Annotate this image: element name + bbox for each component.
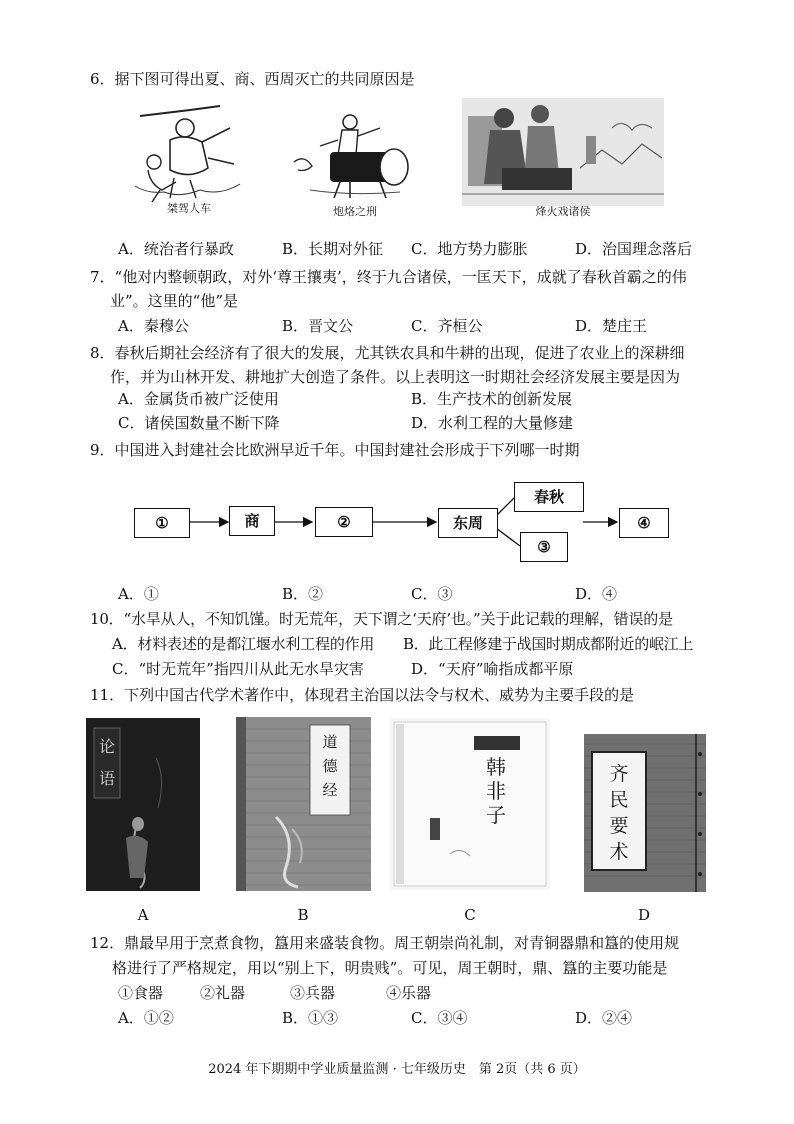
- q9-option-c[interactable]: C．③: [411, 585, 453, 603]
- q6-caption-3: 烽火戏诸侯: [535, 205, 591, 218]
- q12-item-4: ④乐器: [386, 984, 432, 1002]
- q11-book-c-letter[interactable]: C: [464, 906, 476, 924]
- q12-option-b[interactable]: B．①③: [282, 1009, 339, 1027]
- q7-option-c[interactable]: C．齐桓公: [411, 317, 483, 335]
- svg-text:民: 民: [609, 789, 629, 811]
- q9-box-1: ①: [134, 508, 190, 538]
- q8-line-2: 作，并为山林开发、耕地扩大创造了条件。以上表明这一时期社会经济发展主要是因为: [110, 368, 681, 386]
- q12-option-c[interactable]: C．③④: [411, 1009, 468, 1027]
- q9-option-b[interactable]: B．②: [282, 585, 324, 603]
- svg-text:德: 德: [322, 757, 338, 775]
- q11-book-d-image[interactable]: [584, 734, 706, 892]
- q9-box-chunqiu: 春秋: [514, 482, 584, 512]
- q6-caption-1: 桀驾人车: [167, 202, 211, 215]
- q6-caption-2: 炮烙之刑: [333, 205, 377, 218]
- q11-book-b-image[interactable]: [236, 717, 371, 891]
- q8-option-d[interactable]: D．水利工程的大量修建: [411, 414, 574, 432]
- q11-book-d-letter[interactable]: D: [637, 906, 651, 924]
- svg-text:非: 非: [486, 779, 506, 803]
- q9-box-shang: 商: [229, 506, 275, 536]
- q10-stem: 10．“水旱从人，不知饥馑。时无荒年，天下谓之‘天府’也。”关于此记载的理解，错误的是: [90, 610, 673, 628]
- q11-book-a-letter[interactable]: A: [137, 906, 149, 924]
- q7-option-d[interactable]: D．楚庄王: [575, 317, 648, 335]
- page-footer: 2024 年下期期中学业质量监测 · 七年级历史 第 2页（共 6 页）: [208, 1062, 586, 1077]
- q9-stem: 9．中国进入封建社会比欧洲早近千年。中国封建社会形成于下列哪一时期: [90, 441, 580, 459]
- svg-text:子: 子: [486, 803, 506, 827]
- q11-book-c-image[interactable]: [390, 718, 550, 890]
- q8-option-c[interactable]: C．诸侯国数量不断下降: [118, 414, 280, 432]
- q9-box-4: ④: [619, 508, 669, 538]
- q7-option-b[interactable]: B．晋文公: [282, 317, 354, 335]
- svg-text:韩: 韩: [486, 755, 506, 779]
- q12-item-1: ①食器: [118, 984, 164, 1002]
- q12-option-a[interactable]: A．①②: [118, 1009, 174, 1027]
- q8-option-b[interactable]: B．生产技术的创新发展: [411, 390, 573, 408]
- q10-option-c[interactable]: C．“时无荒年”指四川从此无水旱灾害: [112, 660, 364, 678]
- q8-option-a[interactable]: A．金属货币被广泛使用: [118, 390, 279, 408]
- svg-text:要: 要: [609, 815, 629, 837]
- svg-text:术: 术: [609, 841, 629, 863]
- q7-line-2: 业”。这里的“他”是: [110, 292, 239, 310]
- q12-item-2: ②礼器: [200, 984, 246, 1002]
- q9-box-dongzhou: 东周: [438, 508, 498, 538]
- svg-text:论: 论: [98, 737, 116, 756]
- q6-option-b[interactable]: B．长期对外征: [282, 240, 384, 258]
- svg-text:齐: 齐: [609, 763, 629, 785]
- q11-book-a-image[interactable]: [86, 718, 200, 891]
- q6-option-c[interactable]: C．地方势力膨胀: [411, 240, 528, 258]
- svg-text:语: 语: [98, 769, 116, 788]
- q9-box-2: ②: [315, 507, 373, 537]
- q7-line-1: 7．“他对内整顿朝政，对外‘尊王攘夷’，终于九合诸侯，一匡天下，成就了春秋首霸之的伟: [90, 268, 687, 286]
- q11-stem: 11．下列中国古代学术著作中，体现君主治国以法令与权术、威势为主要手段的是: [90, 686, 635, 704]
- q7-option-a[interactable]: A．秦穆公: [118, 317, 189, 335]
- q10-option-b[interactable]: B．此工程修建于战国时期成都附近的岷江上: [403, 635, 694, 653]
- q9-box-3: ③: [520, 532, 568, 562]
- q12-line-2: 格进行了严格规定，用以“别上下，明贵贱”。可见，周王朝时，鼎、簋的主要功能是: [112, 959, 668, 977]
- q6-stem: 6．据下图可得出夏、商、西周灭亡的共同原因是: [90, 70, 415, 88]
- svg-text:道: 道: [322, 733, 338, 751]
- svg-text:经: 经: [322, 781, 338, 799]
- q9-option-a[interactable]: A．①: [118, 585, 159, 603]
- q6-option-a[interactable]: A．统治者行暴政: [118, 240, 234, 258]
- q12-line-1: 12．鼎最早用于烹煮食物，簋用来盛装食物。周王朝崇尚礼制，对青铜器鼎和簋的使用规: [90, 934, 680, 952]
- q9-option-d[interactable]: D．④: [575, 585, 618, 603]
- q10-option-a[interactable]: A．材料表述的是都江堰水利工程的作用: [112, 635, 375, 653]
- q12-item-3: ③兵器: [290, 984, 336, 1002]
- q6-option-d[interactable]: D．治国理念落后: [575, 240, 693, 258]
- q10-option-d[interactable]: D．“天府”喻指成都平原: [411, 660, 574, 678]
- q12-option-d[interactable]: D．②④: [575, 1009, 633, 1027]
- q11-book-b-letter[interactable]: B: [297, 906, 309, 924]
- q8-line-1: 8．春秋后期社会经济有了很大的发展，尤其铁农具和牛耕的出现，促进了农业上的深耕细: [90, 344, 685, 362]
